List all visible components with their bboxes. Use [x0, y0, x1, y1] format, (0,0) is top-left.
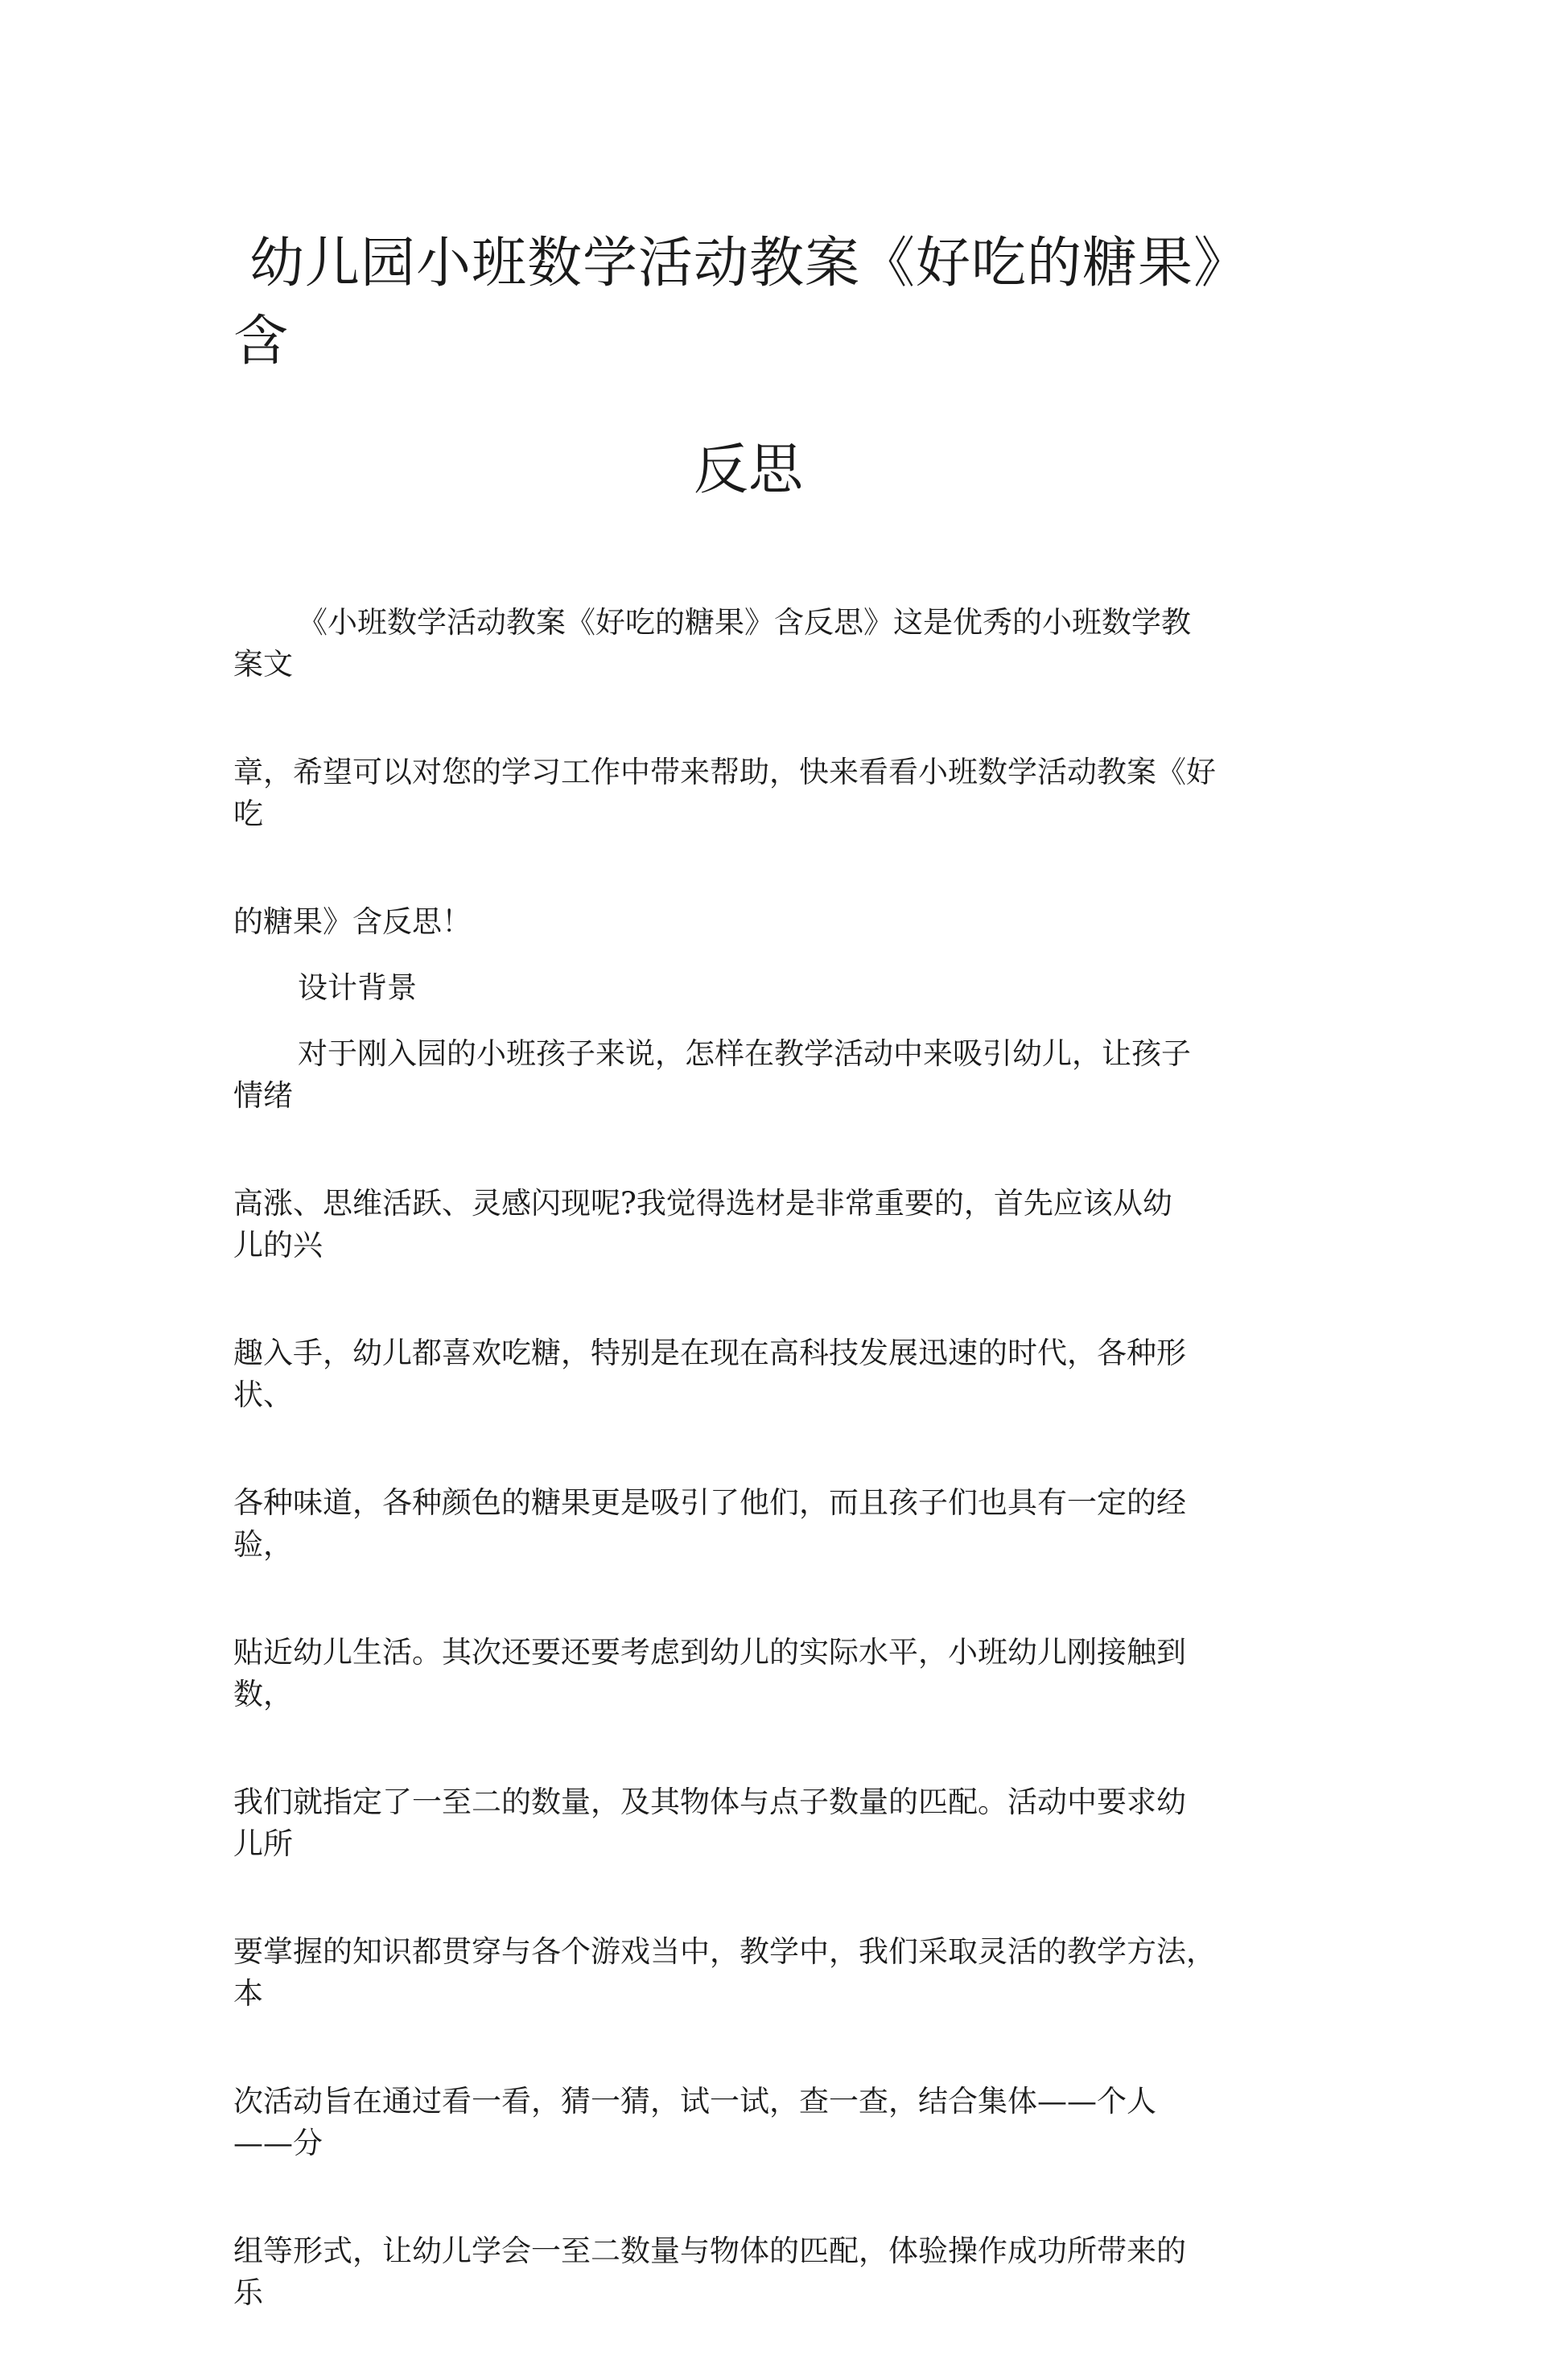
paragraph-line-wrap: 乐 — [233, 2275, 263, 2310]
paragraph-line-wrap: 状、 — [233, 1377, 293, 1412]
paragraph-line-wrap: ——分 — [233, 2126, 323, 2160]
document-body — [233, 602, 1271, 2380]
paragraph-line: 高涨、思维活跃、灵感闪现呢?我觉得选材是非常重要的，首先应该从幼 — [233, 1186, 1172, 1221]
paragraph — [233, 1332, 1271, 1416]
paragraph-line-wrap: 吃 — [233, 797, 263, 831]
paragraph — [233, 1931, 1271, 2015]
paragraph — [233, 1183, 1271, 1266]
document-title-continuation: 含 — [233, 310, 289, 373]
paragraph-line-wrap: 验， — [233, 1527, 293, 1562]
document-subtitle: 反思 — [694, 439, 804, 502]
paragraph — [233, 1482, 1271, 1566]
paragraph — [233, 1632, 1271, 1715]
paragraph — [233, 1033, 1271, 1117]
section-heading — [233, 967, 1271, 1009]
paragraph — [233, 2081, 1271, 2164]
paragraph-line: 趣入手，幼儿都喜欢吃糖，特别是在现在高科技发展迅速的时代，各种形 — [233, 1336, 1186, 1370]
paragraph-line-wrap: 情绪 — [233, 1078, 293, 1113]
document-title: 幼儿园小班数学活动教案《好吃的糖果》 — [249, 232, 1250, 295]
paragraph-line-wrap: 数， — [233, 1677, 293, 1711]
paragraph-line-wrap: 儿的兴 — [233, 1228, 323, 1262]
paragraph-line: 组等形式，让幼儿学会一至二数量与物体的匹配，体验操作成功所带来的 — [233, 2234, 1186, 2268]
paragraph-line: 《小班数学活动教案《好吃的糖果》含反思》这是优秀的小班数学教 — [298, 605, 1191, 640]
paragraph — [233, 751, 1271, 835]
paragraph-line: 各种味道，各种颜色的糖果更是吸引了他们，而且孩子们也具有一定的经 — [233, 1485, 1186, 1520]
paragraph-line: 要掌握的知识都贯穿与各个游戏当中，教学中，我们采取灵活的教学方法， — [233, 1934, 1216, 1969]
paragraph — [233, 901, 1271, 943]
paragraph-line: 对于刚入园的小班孩子来说，怎样在教学活动中来吸引幼儿，让孩子 — [298, 1036, 1191, 1071]
paragraph-line-wrap: 案文 — [233, 647, 293, 681]
paragraph — [233, 1781, 1271, 1865]
paragraph-line: 的糖果》含反思！ — [233, 904, 472, 939]
paragraph-line: 章，希望可以对您的学习工作中带来帮助，快来看看小班数学活动教案《好 — [233, 755, 1216, 789]
paragraph-line: 贴近幼儿生活。其次还要还要考虑到幼儿的实际水平，小班幼儿刚接触到 — [233, 1635, 1186, 1670]
paragraph-line: 次活动旨在通过看一看，猜一猜，试一试，查一查，结合集体——个人 — [233, 2084, 1156, 2119]
paragraph-line-wrap: 本 — [233, 1976, 263, 2011]
paragraph-line: 我们就指定了一至二的数量，及其物体与点子数量的匹配。活动中要求幼 — [233, 1785, 1186, 1819]
section-heading-text: 设计背景 — [298, 970, 417, 1005]
paragraph — [233, 602, 1271, 686]
paragraph — [233, 2230, 1271, 2314]
paragraph-line-wrap: 儿所 — [233, 1826, 293, 1861]
